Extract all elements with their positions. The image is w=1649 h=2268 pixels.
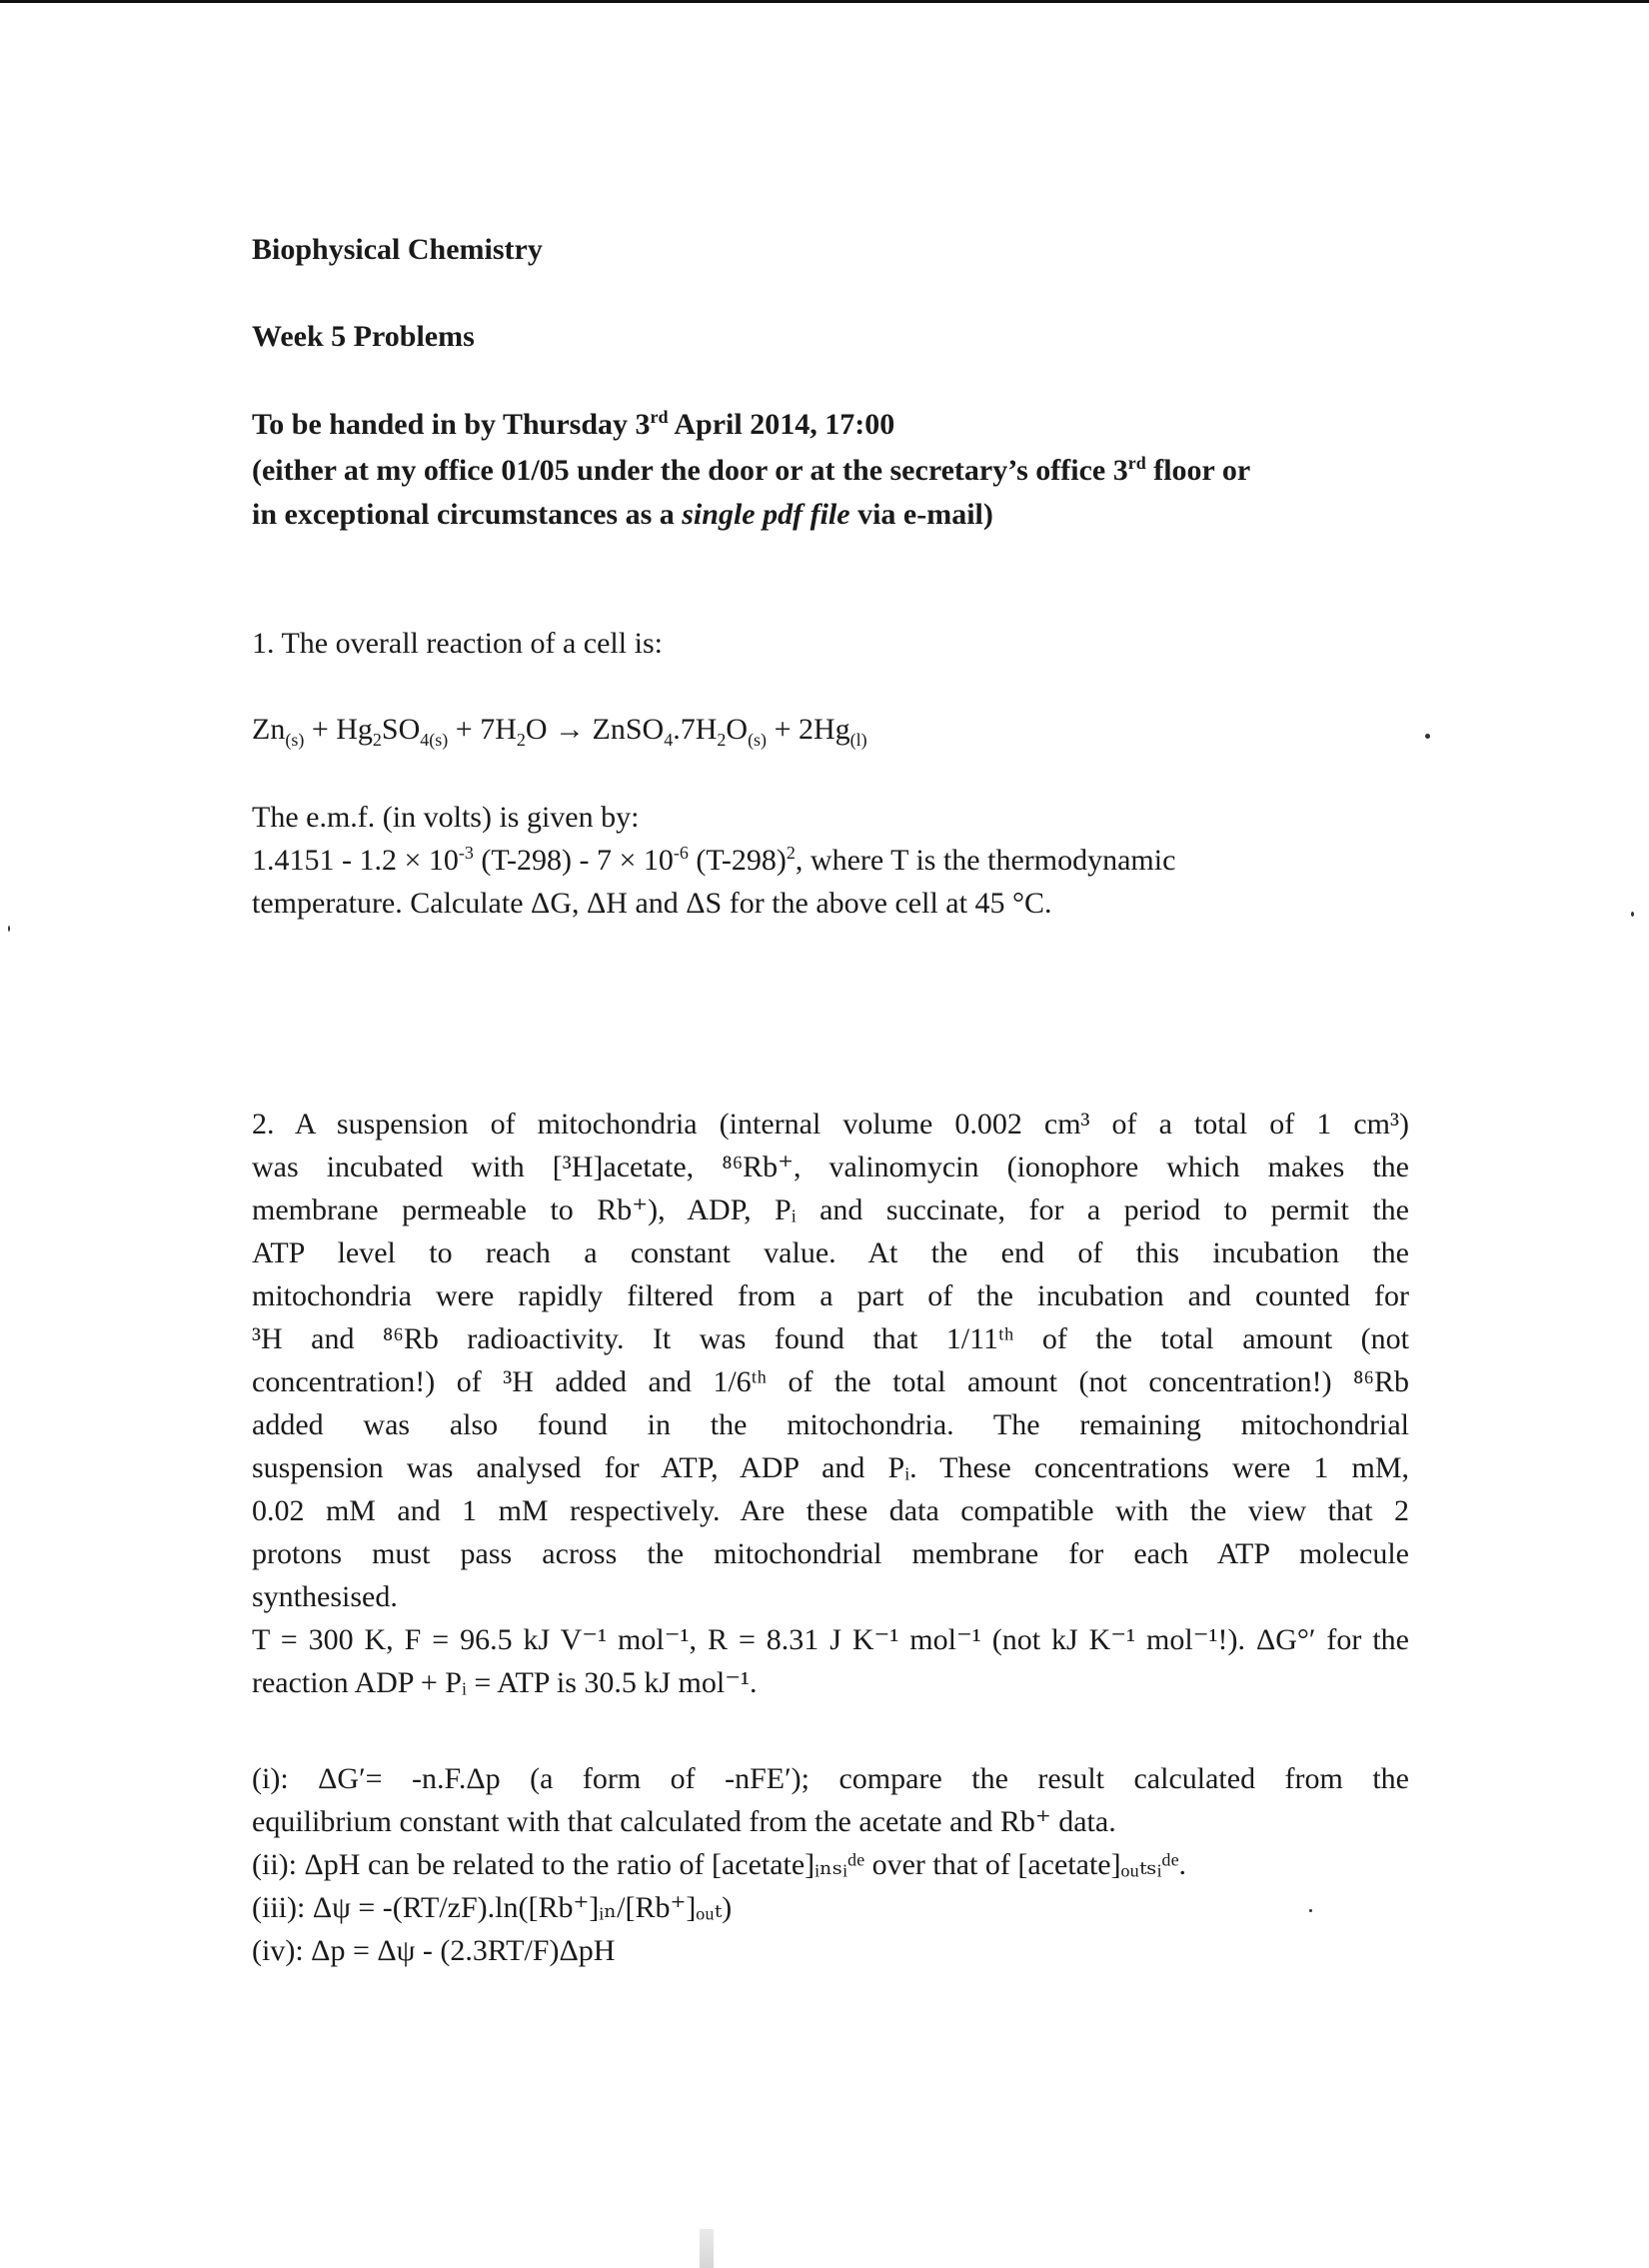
problem1-intro: 1. The overall reaction of a cell is: bbox=[252, 627, 663, 660]
submission-line-1: (either at my office 01/05 under the door or at the secretary’s office 3rd floor or bbox=[252, 453, 1251, 487]
problem2-line: membrane permeable to Rb⁺), ADP, Pᵢ and succinate, for a period to permit the bbox=[252, 1193, 1409, 1226]
problem1-question: temperature. Calculate ΔG, ΔH and ΔS for the above cell at 45 °C. bbox=[252, 887, 1052, 920]
scan-speck bbox=[1425, 734, 1430, 739]
scan-speck bbox=[1631, 912, 1634, 917]
problem2-line: was incubated with [³H]acetate, ⁸⁶Rb⁺, valinomycin (ionophore which makes the bbox=[252, 1150, 1409, 1183]
hint-iii: (iii): Δψ = -(RT/zF).ln([Rb⁺]ᵢₙ/[Rb⁺]ₒᵤₜ) bbox=[252, 1891, 733, 1924]
problem2-line: 0.02 mM and 1 mM respectively. Are these data compatible with the view that 2 bbox=[252, 1494, 1409, 1527]
emf-equation: $1.4151 - 1.2 \times 10^{-3}$ $(T-298) - 7 \times 10^{-6}$ $(T-298)^2$, where T is the thermodynamic bbox=[252, 843, 1176, 877]
hint-i-cont: equilibrium constant with that calculated from the acetate and Rb⁺ data. bbox=[252, 1805, 1116, 1838]
week-title: Week 5 Problems bbox=[252, 320, 475, 353]
problem2-line: protons must pass across the mitochondrial membrane for each ATP molecule bbox=[252, 1537, 1409, 1570]
deadline: To be handed in by Thursday 3rd April 2014, 17:00 bbox=[252, 407, 895, 441]
hint-i: (i): ΔG′= -n.F.Δp (a form of -nFE′); compare the result calculated from the bbox=[252, 1762, 1409, 1795]
course-title: Biophysical Chemistry bbox=[252, 233, 543, 266]
submission-line-2: in exceptional circumstances as a single pdf file via e-mail) bbox=[252, 498, 993, 531]
emf-intro: The e.m.f. (in volts) is given by: bbox=[252, 801, 640, 834]
problem2-line: mitochondria were rapidly filtered from a part of the incubation and counted for bbox=[252, 1279, 1409, 1312]
constants-line: T = 300 K, F = 96.5 kJ V⁻¹ mol⁻¹, R = 8.31 J K⁻¹ mol⁻¹ (not kJ K⁻¹ mol⁻¹!). ΔG°′ for the bbox=[252, 1623, 1409, 1656]
problem2-line: concentration!) of ³H added and 1/6ᵗʰ of the total amount (not concentration!) ⁸⁶Rb bbox=[252, 1365, 1409, 1398]
problem2-line: added was also found in the mitochondria. The remaining mitochondrial bbox=[252, 1408, 1409, 1441]
cell-reaction: $Zn_{(s)} + Hg_2SO_{4(s)} + 7H_2O$ → $ZnSO_4.7H_2O_{(s)} + 2Hg_{(l)}$ bbox=[252, 713, 867, 750]
scan-speck bbox=[1309, 1909, 1312, 1912]
hint-ii: (ii): ΔpH can be related to the ratio of [acetate]ᵢₙₛᵢᵈᵉ over that of [acetate]ₒᵤₜₛᵢᵈᵉ. bbox=[252, 1848, 1187, 1881]
scan-top-border bbox=[0, 0, 1649, 3]
problem2-line: suspension was analysed for ATP, ADP and Pᵢ. These concentrations were 1 mM, bbox=[252, 1451, 1409, 1484]
problem2-line: ³H and ⁸⁶Rb radioactivity. It was found that 1/11ᵗʰ of the total amount (not bbox=[252, 1322, 1409, 1355]
constants-line: reaction ADP + Pᵢ = ATP is 30.5 kJ mol⁻¹. bbox=[252, 1666, 758, 1699]
scan-speck bbox=[8, 926, 10, 932]
problem2-line: 2. A suspension of mitochondria (internal volume 0.002 cm³ of a total of 1 cm³) bbox=[252, 1108, 1409, 1140]
problem2-line: ATP level to reach a constant value. At the end of this incubation the bbox=[252, 1236, 1409, 1269]
hint-iv: (iv): Δp = Δψ - (2.3RT/F)ΔpH bbox=[252, 1934, 616, 1967]
scan-artifact bbox=[700, 2229, 714, 2268]
problem2-line: synthesised. bbox=[252, 1580, 398, 1613]
